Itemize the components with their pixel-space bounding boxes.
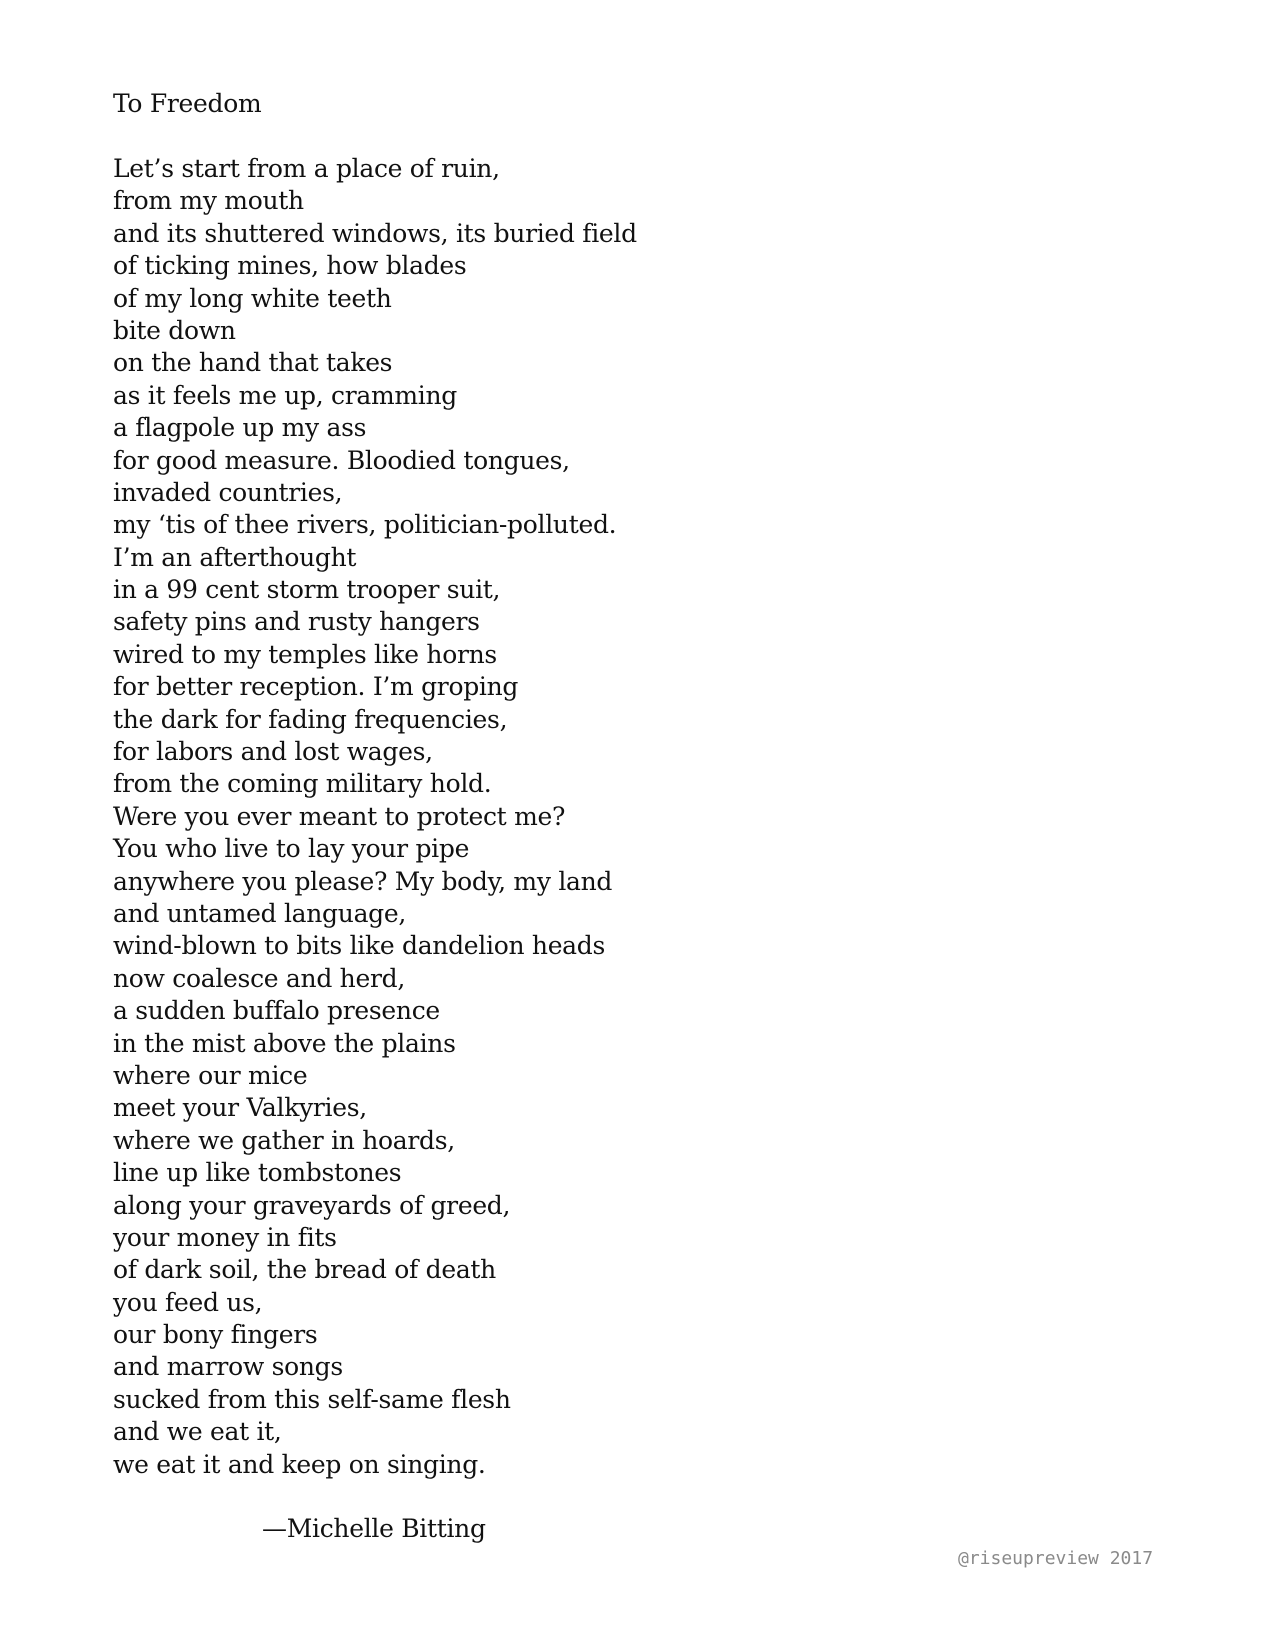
poem-line: along your graveyards of greed, <box>113 1190 511 1220</box>
poem-line: where we gather in hoards, <box>113 1125 455 1155</box>
poem-line: safety pins and rusty hangers <box>113 607 480 637</box>
poem-line: for better reception. I’m groping <box>113 672 519 702</box>
poem-line: and we eat it, <box>113 1417 282 1447</box>
poem-line: for good measure. Bloodied tongues, <box>113 445 570 475</box>
poem-line: and marrow songs <box>113 1352 343 1382</box>
poem-line: Were you ever meant to protect me? <box>113 801 566 831</box>
poem-line: line up like tombstones <box>113 1158 402 1188</box>
poem-line: sucked from this self-same flesh <box>113 1384 511 1414</box>
poem-line: and its shuttered windows, its buried field <box>113 218 637 248</box>
poem-line: your money in fits <box>113 1222 337 1252</box>
poem-line: wired to my temples like horns <box>113 639 497 669</box>
poem-line: of my long white teeth <box>113 283 392 313</box>
poem-line: the dark for fading frequencies, <box>113 704 508 734</box>
poem-line: and untamed language, <box>113 898 407 928</box>
poem-line: in a 99 cent storm trooper suit, <box>113 575 501 605</box>
poem-line: I’m an afterthought <box>113 542 357 572</box>
poem-line: from the coming military hold. <box>113 769 492 799</box>
poem-line: bite down <box>113 315 236 345</box>
poem-author: —Michelle Bitting <box>262 1514 486 1543</box>
publication-credit: @riseupreview 2017 <box>958 1548 1154 1569</box>
poem-line: in the mist above the plains <box>113 1028 456 1058</box>
poem-title: To Freedom <box>113 89 262 118</box>
poem-line: for labors and lost wages, <box>113 737 433 767</box>
poem-line: You who live to lay your pipe <box>113 834 470 864</box>
poem-line: of ticking mines, how blades <box>113 251 467 281</box>
poem-line: of dark soil, the bread of death <box>113 1255 496 1285</box>
poem-line: you feed us, <box>113 1287 263 1317</box>
poem-line: on the hand that takes <box>113 348 393 378</box>
poem-line: where our mice <box>113 1060 308 1090</box>
poem-line: anywhere you please? My body, my land <box>113 866 613 896</box>
poem-line: as it feels me up, cramming <box>113 380 457 410</box>
poem-line: from my mouth <box>113 186 304 216</box>
poem-line: now coalesce and herd, <box>113 963 405 993</box>
poem-line: our bony fingers <box>113 1320 318 1350</box>
poem-line: a sudden buffalo presence <box>113 996 440 1026</box>
poem-line: Let’s start from a place of ruin, <box>113 154 500 183</box>
poem-line: my ‘tis of thee rivers, politician-polluted. <box>113 510 617 540</box>
poem-body <box>113 153 637 1481</box>
poem-line: meet your Valkyries, <box>113 1093 367 1123</box>
poem-line: wind-blown to bits like dandelion heads <box>113 931 606 961</box>
poem-line: we eat it and keep on singing. <box>113 1449 486 1479</box>
poem-line: a flagpole up my ass <box>113 413 367 443</box>
poem-line: invaded countries, <box>113 477 343 507</box>
